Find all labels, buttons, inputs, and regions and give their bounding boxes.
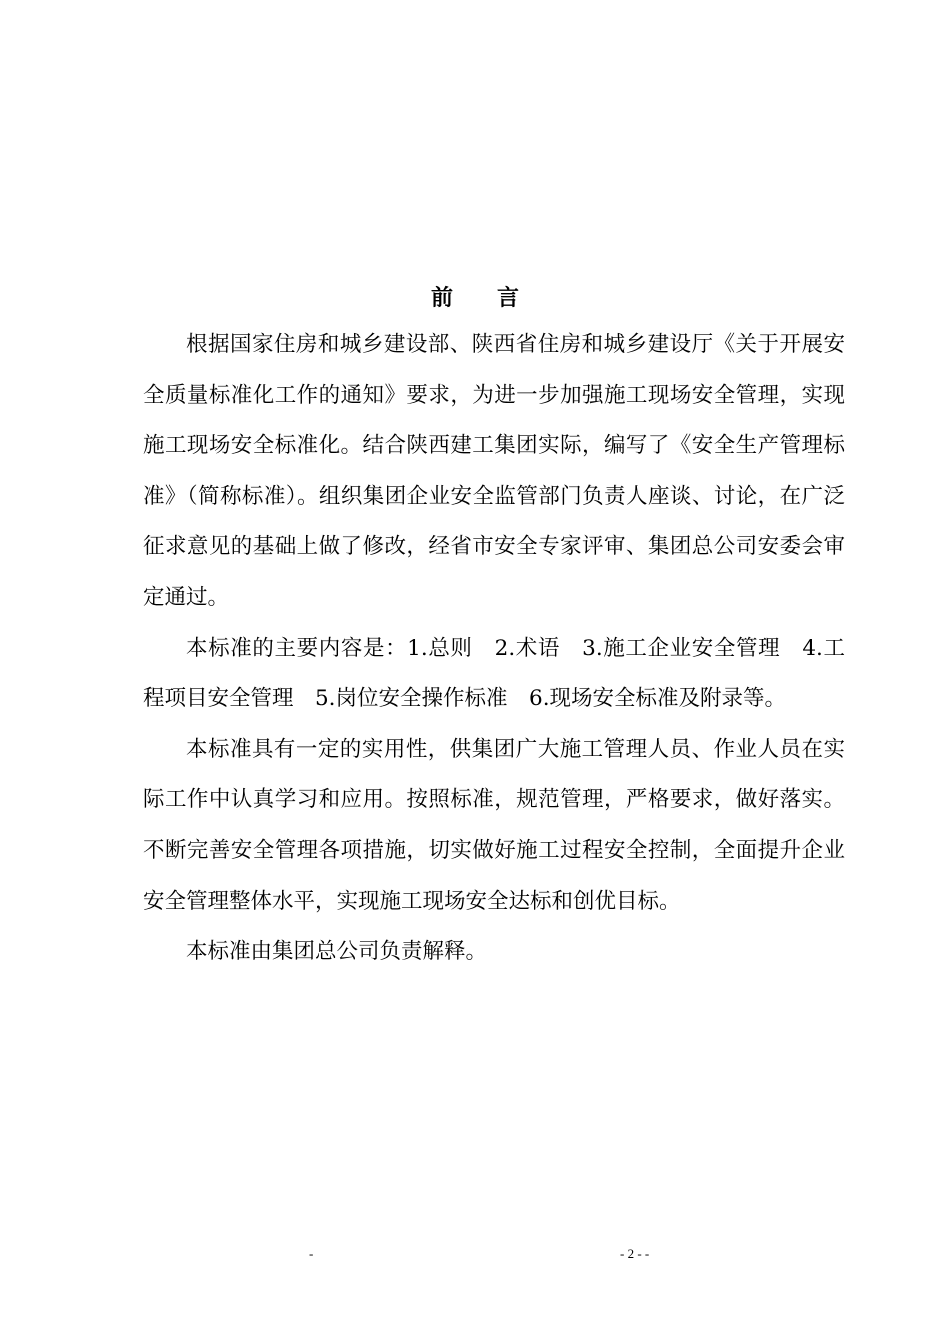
paragraph-2: 本标准的主要内容是：1.总则 2.术语 3.施工企业安全管理 4.工程项目安全管理 5.岗位安全操作标准 6.现场安全标准及附录等。 <box>143 635 845 712</box>
paragraph-1: 根据国家住房和城乡建设部、陕西省住房和城乡建设厅《关于开展安全质量标准化工作的通知》要求，为进一步加强施工现场安全管理，实现施工现场安全标准化。结合陕西建工集团实际，编写了《安全生产管理标准》（简称标准）。组织集团企业安全监管部门负责人座谈、讨论，在广泛征求意见的基础上做了修改，经省市安全专家评审、集团总公司安委会审定通过。 <box>143 332 845 610</box>
page-title <box>0 283 950 313</box>
paragraph-4: 本标准由集团总公司负责解释。 <box>186 939 488 965</box>
paragraph-3: 本标准具有一定的实用性，供集团广大施工管理人员、作业人员在实际工作中认真学习和应用。按照标准，规范管理，严格要求，做好落实。不断完善安全管理各项措施，切实做好施工过程安全控制，全面提升企业安全管理整体水平，实现施工现场安全达标和创优目标。 <box>143 736 845 914</box>
page-footer <box>0 1246 950 1266</box>
title-char-1: 前 <box>430 285 453 311</box>
title-char-2: 言 <box>497 285 520 311</box>
footer-left-mark: - <box>309 1246 314 1261</box>
page-number: - 2 - - <box>620 1246 650 1261</box>
preface-body <box>143 320 845 978</box>
